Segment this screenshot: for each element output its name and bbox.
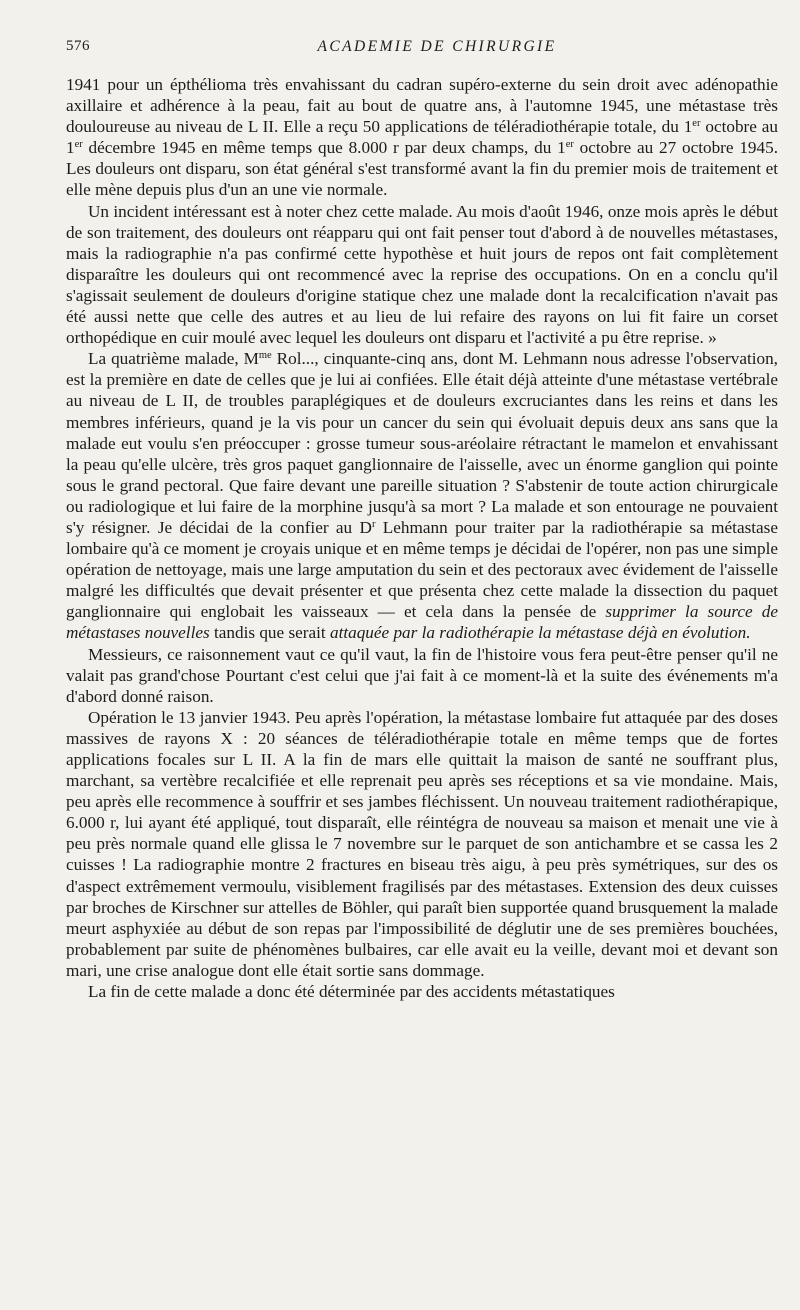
paragraph-1 xyxy=(66,74,778,201)
superscript: er xyxy=(692,118,701,130)
superscript: me xyxy=(258,350,272,362)
superscript: r xyxy=(371,518,376,530)
journal-title: ACADEMIE DE CHIRURGIE xyxy=(317,38,557,55)
text-run: Lehmann pour traiter par la radiothérapie sa métastase lombaire qu'à ce moment je croyais unique et en même temps je décidai de l'opérer, non pas une simple opération de nettoyage, mais une large amputation du sein et des pectoraux avec évidement de l'aisselle malgré les difficultés que devait présenter et que présenta chez cette malade la dissection du paquet ganglionnaire qui englobait les vaisseaux — et cela dans la pensée de xyxy=(66,517,778,622)
paragraph-2 xyxy=(66,201,778,349)
article-body xyxy=(66,74,778,1002)
text-run: Opération le 13 janvier 1943. Peu après l'opération, la métastase lombaire fut attaquée par des doses massives de rayons X : 20 séances de téléradiothérapie totale en même temps que de fortes applications focales sur L II. A la fin de mars elle quittait la maison de santé ne souffrant plus, marchant, sa vertèbre recalcifiée et elle reprenait peu après ses réceptions et sa vie mondaine. Mais, peu après elle recommence à souffrir et ses jambes fléchissent. Un nouveau traitement radiothérapique, 6.000 r, lui ayant été appliqué, tout disparaît, elle réintégra de nouveau sa maison et menait une vie à peu près normale quand elle glissa le 7 novembre sur le parquet de son antichambre et se cassa les 2 cuisses ! La radiographie montre 2 fractures en biseau très aigu, à peu près symétriques, sur des os d'aspect extrêmement vermoulu, visiblement fragilisés par des métastases. Extension des deux cuisses par broches de Kirschner sur attelles de Böhler, qui paraît bien supportée quand brusquement la malade meurt asphyxiée au début de son repas par l'impossibilité de déglutir une de ses premières bouchées, probablement par suite de phénomènes bulbaires, car elle avait eu la veille, devant moi et devant son mari, une crise analogue dont elle était sortie sans dommage. xyxy=(66,707,778,980)
running-head xyxy=(66,38,778,60)
paragraph-3 xyxy=(66,348,778,643)
page-number: 576 xyxy=(66,38,90,54)
text-run: octobre au 1 xyxy=(66,117,779,158)
superscript: er xyxy=(565,139,574,151)
text-run: 1941 pour un épthélioma très envahissant du cadran supéro-externe du sein droit avec adénopathie axillaire et adhérence à la peau, fait au bout de quatre ans, à l'automne 1945, une métastase très douloureuse au niveau de L II. Elle a reçu 50 applications de téléradiothérapie totale, du 1 xyxy=(66,75,778,137)
text-run: Un incident intéressant est à noter chez cette malade. Au mois d'août 1946, onze mois après le début de son traitement, des douleurs ont réapparu qui ont fait penser tout d'abord à de nouvelles métastases, mais la radiographie n'a pas confirmé cette hypothèse et huit jours de repos ont fait complètement disparaître les douleurs qui ont recommencé avec la reprise des occupations. On en a conclu qu'il s'agissait seulement de douleurs d'origine statique chez une malade dont la recalcification n'avait pas été aussi nette que celle des autres et au lieu de lui refaire des rayons on lui fit faire un corset orthopédique en cuir moulé avec lequel les douleurs ont disparu et l'activité a pu être reprise. » xyxy=(66,201,778,348)
paragraph-4 xyxy=(66,644,778,707)
text-run: tandis que serait xyxy=(209,623,330,643)
italic-text: attaquée par la radiothérapie la métastase déjà en évolution. xyxy=(329,623,751,643)
superscript: er xyxy=(74,139,83,151)
text-run: Messieurs, ce raisonnement vaut ce qu'il vaut, la fin de l'histoire vous fera peut-être penser qu'il ne valait pas grand'chose Pourtant c'est celui que j'ai fait à ce moment-là et la suite des événements m'a d'abord donné raison. xyxy=(66,644,778,706)
text-run: Rol..., cinquante-cinq ans, dont M. Lehmann nous adresse l'observation, est la première en date de celles que je lui ai confiées. Elle était déjà atteinte d'une métastase vertébrale au niveau de L II, de troubles paraplégiques et de douleurs excruciantes dans les reins et dans les membres inférieurs, quand je la vis pour un cancer du sein qui évoluait depuis deux ans sans que la malade eut voulu s'en préoccuper : grosse tumeur sous-aréolaire rétractant le mamelon et envahissant la peau qu'elle ulcère, très gros paquet ganglionnaire de l'aisselle, avec un énorme ganglion qui pointe sous le grand pectoral. Que faire devant une pareille situation ? S'abstenir de toute action chirurgicale ou radiologique et lui faire de la morphine jusqu'à sa mort ? La malade et son entourage ne pouvaient s'y résigner. Je décidai de la confier au D xyxy=(66,349,778,537)
italic-text: supprimer la source de métastases nouvelles xyxy=(66,602,778,643)
text-run: octobre au 27 octobre 1945. Les douleurs ont disparu, son état général s'est transformé avant la fin du premier mois de traitement et elle mène depuis plus d'un an une vie normale. xyxy=(66,138,778,200)
paragraph-5 xyxy=(66,707,778,981)
text-run: La quatrième malade, M xyxy=(88,349,259,369)
paragraph-6 xyxy=(66,981,778,1002)
text-run: décembre 1945 en même temps que 8.000 r par deux champs, du 1 xyxy=(82,138,566,158)
text-run: La fin de cette malade a donc été déterminée par des accidents métastatiques xyxy=(88,982,615,1002)
